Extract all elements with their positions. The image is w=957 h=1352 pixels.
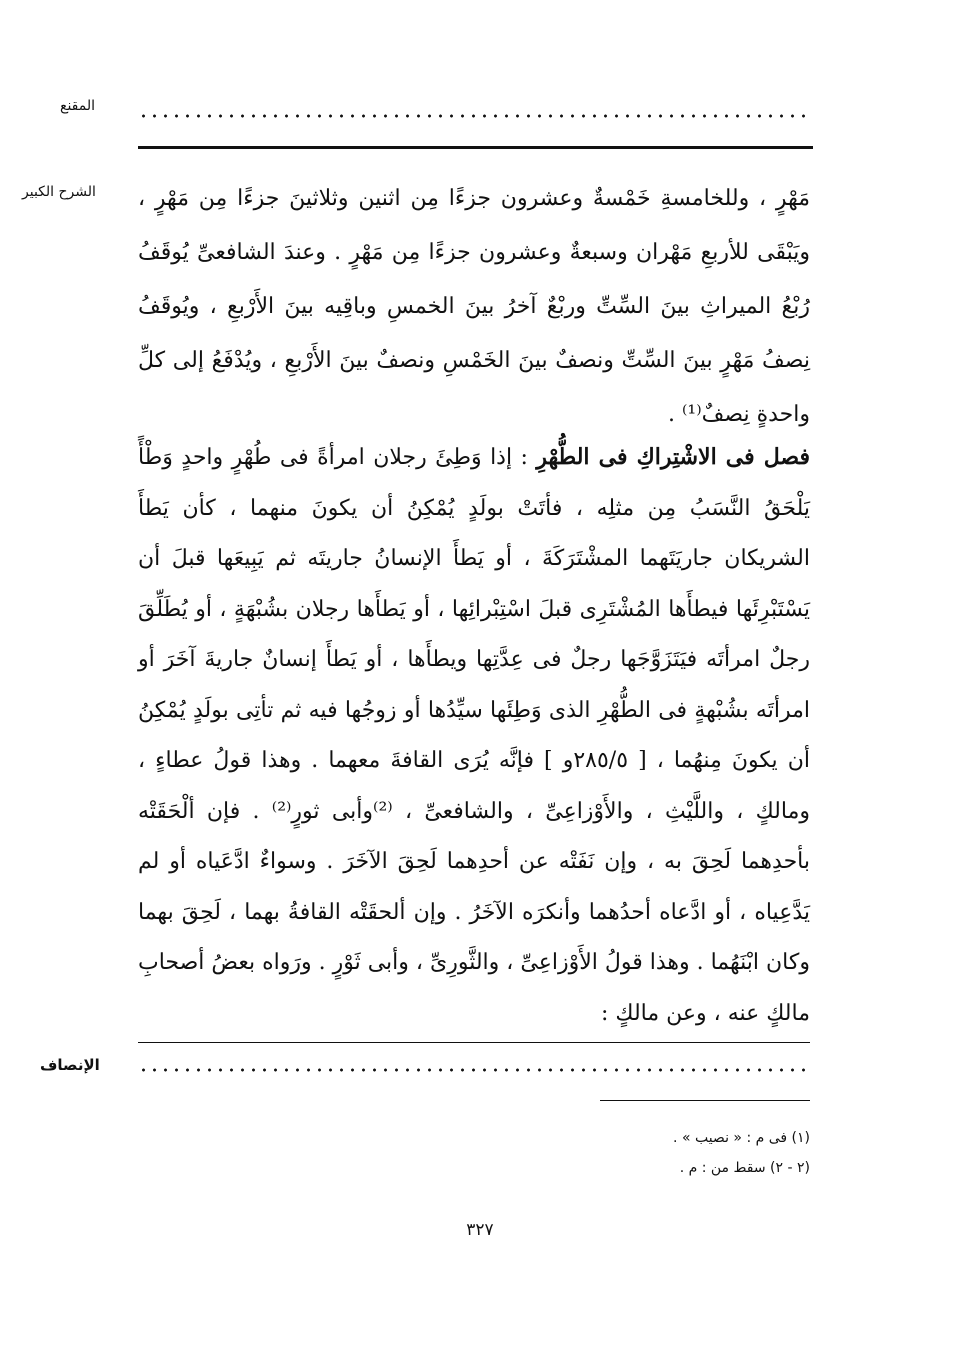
bottom-divider-rule <box>138 1042 810 1043</box>
page-number: ٣٢٧ <box>466 1220 494 1240</box>
margin-label-muqni: المقنع <box>60 98 96 114</box>
sharh-paragraph: مَهْرٍ ، وللخامسةِ خَمْسةٌ وعشرون جزءًا مِن اثنين وثلاثينَ جزءًا مِن مَهْرٍ ، ويَبْقَى للأربعِ مَهْران وسبعةٌ وعشرون جزءًا مِن مَهْرٍ . وعندَ الشافعىِّ يُوقَفُ رُبْعُ الميراثِ بينَ السِّتِّ وربْعٌ آخرُ بينَ الخمسِ وباقِيه بينَ الأَرْبعِ ، ويُوقَفُ نِصفُ مَهْرٍ بينَ السِّتِّ ونصفٌ بينَ الخَمْسِ ونصفٌ بينَ الأَرْبعِ ، ويُدْفَعُ إلى كلِّ واحدةٍ نِصفٌ⁽¹⁾ . <box>138 186 810 427</box>
fasl-paragraph <box>138 432 810 1039</box>
fasl-heading: فصل فى الاشْتِراكِ فى الطُّهْرِ <box>536 444 811 470</box>
footnotes <box>500 1123 810 1183</box>
footnote-1: (١) فى م : « نصيب » . <box>673 1130 810 1146</box>
muqni-dotted-placeholder <box>138 113 810 119</box>
margin-label-insaf: الإنصاف <box>40 1056 100 1074</box>
footnote-separator <box>600 1100 810 1101</box>
insaf-dotted-placeholder <box>138 1067 810 1073</box>
fasl-section <box>138 432 810 1039</box>
top-divider-rule <box>138 146 813 149</box>
margin-label-sharh: الشرح الكبير <box>22 184 96 200</box>
sharh-continuation-text <box>138 172 810 442</box>
fasl-body: : إذا وَطِئَ رجلان امرأةً فى طُهْرٍ واحدٍ وَطْأً يَلْحَقُ النَّسَبُ مِن مثلِه ، فأتَتْ بولَدٍ يُمْكِنُ أن يكونَ منهما ، كأن يَطأَ الشريكان جاريَتَهما المشْتَرَكَةَ ، أو يَطأَ الإنسانُ جاريتَه ثم يَبِيعَها قبلَ أن يَسْتَبْرِئَها فيطأَها المُشْتَرِى قبلَ اسْتِبْرائِها ، أو يَطأَها رجلان بشُبْهَةٍ ، أو يُطَلِّقَ رجلٌ امرأتَه فيَتَزَوَّجَها رجلٌ فى عِدَّتِها ويطأَها ، أو يَطأَ إنسانٌ جاريةَ آخَرَ أو امرأتَه بشُبْهةٍ فى الطُّهْرِ الذى وَطِئَها سيِّدُها أو زوجُها فيه ثم تأتِى بولَدٍ يُمْكِنُ أن يكونَ مِنهُما ، [ ٢٨٥/٥و ] فإنَّه يُرَى القافةَ معهما . وهذا قولُ عطاءٍ ، ومالكٍ ، واللَّيْثِ ، والأَوْزاعِىِّ ، والشافعىِّ ، ⁽²⁾وأبى ثورٍ⁽²⁾ . فإن ألْحَقَتْه بأحدِهما لَحِقَ به ، وإن نَفَتْه عن أحدِهما لَحِقَ الآخَرَ . وسواءٌ ادَّعَياه أو لم يَدَّعِياه ، أو ادَّعاه أحدُهما وأنكرَه الآخَرُ . وإن ألحقَتْه القافةُ بهما ، لَحِقَ بهما وكان ابْنَهُما . وهذا قولُ الأَوْزاعِىِّ ، والثَّورِىِّ ، وأبى ثَوْرٍ . ورَواه بعضُ أصحابِ مالكٍ عنه ، وعن مالكٍ : <box>138 445 810 1026</box>
footnote-2: (٢ - ٢) سقط من : م . <box>679 1160 810 1176</box>
